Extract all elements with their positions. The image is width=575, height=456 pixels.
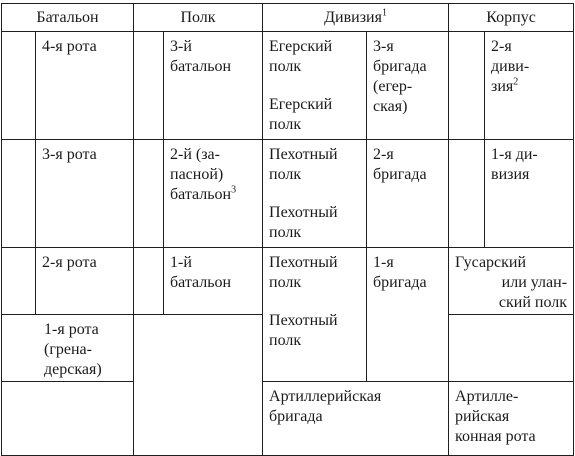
brigade-cell: 2-я бригада (367, 140, 449, 248)
horse-artillery-cell: Артилле- рийская конная рота (449, 382, 574, 456)
empty-cell (134, 315, 263, 456)
empty-cell (2, 382, 134, 456)
empty-cell (449, 315, 574, 382)
empty-cell (449, 140, 485, 248)
division-unit-cell: Пехотный полк Пехотный полк (263, 248, 367, 382)
empty-cell (134, 140, 164, 248)
company-cell: 2-я рота (36, 248, 134, 315)
corps-cell: 1-я ди- визия (485, 140, 574, 248)
company-cell: 1-я рота (грена- дерская) (2, 315, 134, 382)
empty-cell (2, 248, 36, 315)
table-row (2, 32, 574, 140)
table-row (2, 382, 574, 456)
brigade-cell: 1-я бригада (367, 248, 449, 382)
empty-cell (2, 140, 36, 248)
corps-cell: 2-я диви- зия$^2$ (485, 32, 574, 140)
header-corps: Корпус (449, 4, 574, 32)
empty-cell (449, 32, 485, 140)
footnote-mark: 1 (381, 7, 387, 19)
footnote-mark: 3 (231, 184, 237, 196)
company-cell: 4-я рота (36, 32, 134, 140)
brigade-cell: 3-я бригада (егер- ская) (367, 32, 449, 140)
division-unit-cell: Пехотный полк Пехотный полк (263, 140, 367, 248)
header-row (2, 4, 574, 32)
company-cell: 3-я рота (36, 140, 134, 248)
artillery-brigade-cell: Артиллерийская бригада (263, 382, 449, 456)
header-division: Дивизия$^1$ (263, 4, 449, 32)
division-unit-cell: Егерский полк Егерский полк (263, 32, 367, 140)
table-row (2, 248, 574, 315)
header-battalion: Батальон (2, 4, 134, 32)
corps-cell: Гусарский или улан- ский полк (449, 248, 574, 315)
footnote-mark: 2 (513, 76, 519, 88)
regiment-cell: 1-й батальон (164, 248, 263, 315)
empty-cell (2, 32, 36, 140)
header-regiment: Полк (134, 4, 263, 32)
table-row (2, 140, 574, 248)
regiment-cell: 3-й батальон (164, 32, 263, 140)
empty-cell (134, 32, 164, 140)
regiment-cell: 2-й (за- пасной) батальон$^3$ (164, 140, 263, 248)
army-structure-table (1, 3, 574, 456)
empty-cell (134, 248, 164, 315)
